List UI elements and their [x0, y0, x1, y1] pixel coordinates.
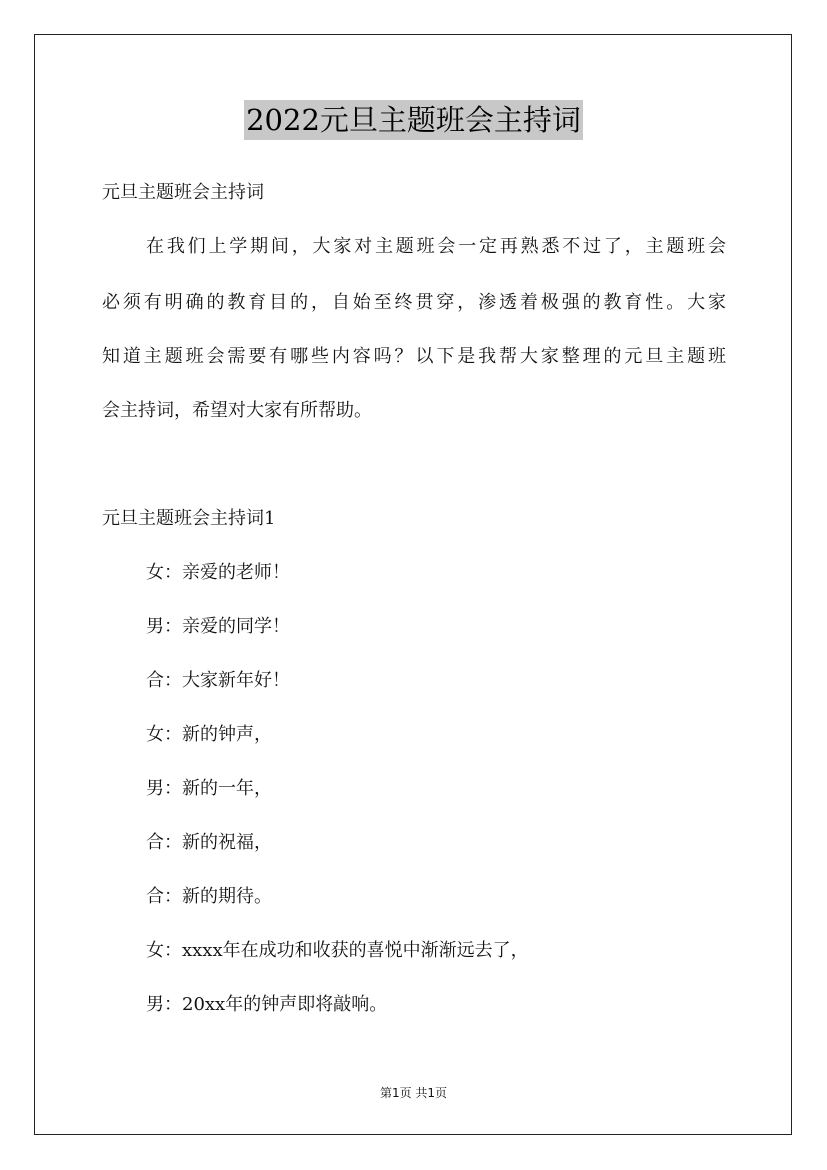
dialogue-line-9: 男：20xx年的钟声即将敲响。	[146, 994, 388, 1015]
dialogue-line-4: 女：新的钟声，	[146, 724, 272, 745]
section-heading: 元旦主题班会主持词1	[102, 508, 276, 529]
intro-line-3: 知道主题班会需要有哪些内容吗？以下是我帮大家整理的元旦主题班	[102, 346, 726, 367]
page-footer: 第1页 共1页	[379, 1086, 448, 1100]
intro-line-1: 在我们上学期间，大家对主题班会一定再熟悉不过了，主题班会	[146, 236, 726, 257]
dialogue-line-5: 男：新的一年，	[146, 778, 272, 799]
dialogue-line-7: 合：新的期待。	[146, 886, 272, 907]
intro-line-2: 必须有明确的教育目的，自始至终贯穿，渗透着极强的教育性。大家	[102, 292, 726, 313]
dialogue-line-8: 女：xxxx年在成功和收获的喜悦中渐渐远去了，	[146, 940, 529, 961]
document-title: 2022元旦主题班会主持词	[244, 100, 583, 140]
title-container	[0, 100, 827, 140]
document-subtitle: 元旦主题班会主持词	[102, 182, 264, 203]
dialogue-line-6: 合：新的祝福，	[146, 832, 272, 853]
intro-line-4: 会主持词，希望对大家有所帮助。	[102, 400, 372, 421]
dialogue-line-2: 男：亲爱的同学！	[146, 616, 290, 637]
dialogue-line-1: 女：亲爱的老师！	[146, 562, 290, 583]
dialogue-line-3: 合：大家新年好！	[146, 670, 290, 691]
